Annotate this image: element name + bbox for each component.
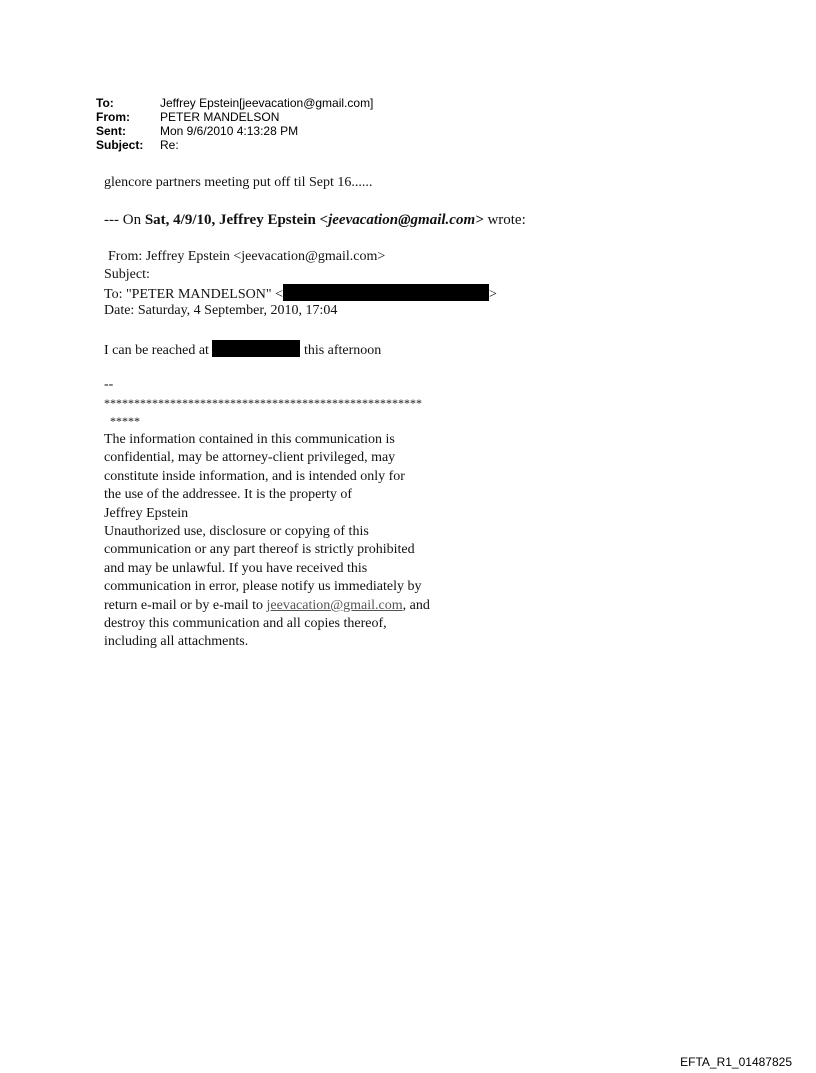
subject-label: Subject: bbox=[96, 138, 144, 152]
sent-label: Sent: bbox=[96, 124, 126, 138]
disclaimer-line: constitute inside information, and is intended only for bbox=[104, 468, 405, 484]
email-header bbox=[96, 96, 373, 152]
to-label: To: bbox=[96, 96, 114, 110]
signature-stars-short: ***** bbox=[110, 414, 140, 428]
quote-intro bbox=[104, 211, 526, 229]
quoted-to-prefix: To: "PETER MANDELSON" < bbox=[104, 287, 283, 302]
disclaimer-line: confidential, may be attorney-client privileged, may bbox=[104, 450, 396, 466]
disclaimer-line: including all attachments. bbox=[104, 634, 249, 650]
quoted-subject-line: Subject: bbox=[104, 267, 150, 282]
disclaimer-line: destroy this communication and all copies thereof, bbox=[104, 615, 387, 631]
reach-prefix: I can be reached at bbox=[104, 343, 209, 358]
quote-intro-prefix: --- On bbox=[104, 212, 145, 228]
signature-dashes: -- bbox=[104, 377, 114, 392]
quoted-date-line: Date: Saturday, 4 September, 2010, 17:04 bbox=[104, 303, 338, 318]
disclaimer-line: and may be unlawful. If you have received this bbox=[104, 560, 368, 576]
reach-line bbox=[104, 340, 381, 360]
subject-row bbox=[96, 138, 373, 152]
quote-intro-date: Sat, 4/9/10, Jeffrey Epstein bbox=[144, 212, 320, 228]
disclaimer-line10-prefix: return e-mail or by e-mail to bbox=[104, 597, 267, 613]
disclaimer-line: the use of the addressee. It is the property of bbox=[104, 487, 353, 503]
redaction-block bbox=[283, 284, 489, 301]
from-row bbox=[96, 110, 373, 124]
subject-value: Re: bbox=[160, 138, 179, 152]
disclaimer-line: communication in error, please notify us immediately by bbox=[104, 579, 422, 595]
quoted-to-suffix: > bbox=[488, 287, 497, 302]
redaction-block bbox=[212, 340, 300, 357]
from-label: From: bbox=[96, 110, 130, 124]
message-body: glencore partners meeting put off til Sept 16...... bbox=[104, 175, 373, 190]
sent-value: Mon 9/6/2010 4:13:28 PM bbox=[160, 124, 299, 138]
disclaimer-line: The information contained in this communication is bbox=[104, 432, 395, 447]
quote-intro-email: <jeevacation@gmail.com> bbox=[319, 212, 484, 228]
disclaimer-line: Unauthorized use, disclosure or copying of this bbox=[104, 523, 369, 539]
email-link[interactable]: jeevacation@gmail.com bbox=[266, 597, 403, 613]
disclaimer-line10-suffix: , and bbox=[402, 597, 430, 613]
disclaimer-line bbox=[104, 597, 430, 615]
to-value: Jeffrey Epstein[jeevacation@gmail.com] bbox=[160, 96, 374, 110]
to-row bbox=[96, 96, 373, 110]
reach-suffix: this afternoon bbox=[303, 343, 382, 358]
disclaimer bbox=[104, 431, 430, 652]
quote-intro-suffix: wrote: bbox=[483, 212, 526, 228]
quoted-to-line bbox=[104, 284, 497, 304]
document-id: EFTA_R1_01487825 bbox=[680, 1055, 792, 1069]
sent-row bbox=[96, 124, 373, 138]
disclaimer-line: Jeffrey Epstein bbox=[104, 505, 189, 521]
quoted-from-line: From: Jeffrey Epstein <jeevacation@gmail.com> bbox=[108, 249, 386, 264]
signature-stars-long: ***************************************************** bbox=[104, 396, 422, 410]
from-value: PETER MANDELSON bbox=[160, 110, 280, 124]
disclaimer-line: communication or any part thereof is strictly prohibited bbox=[104, 542, 415, 558]
